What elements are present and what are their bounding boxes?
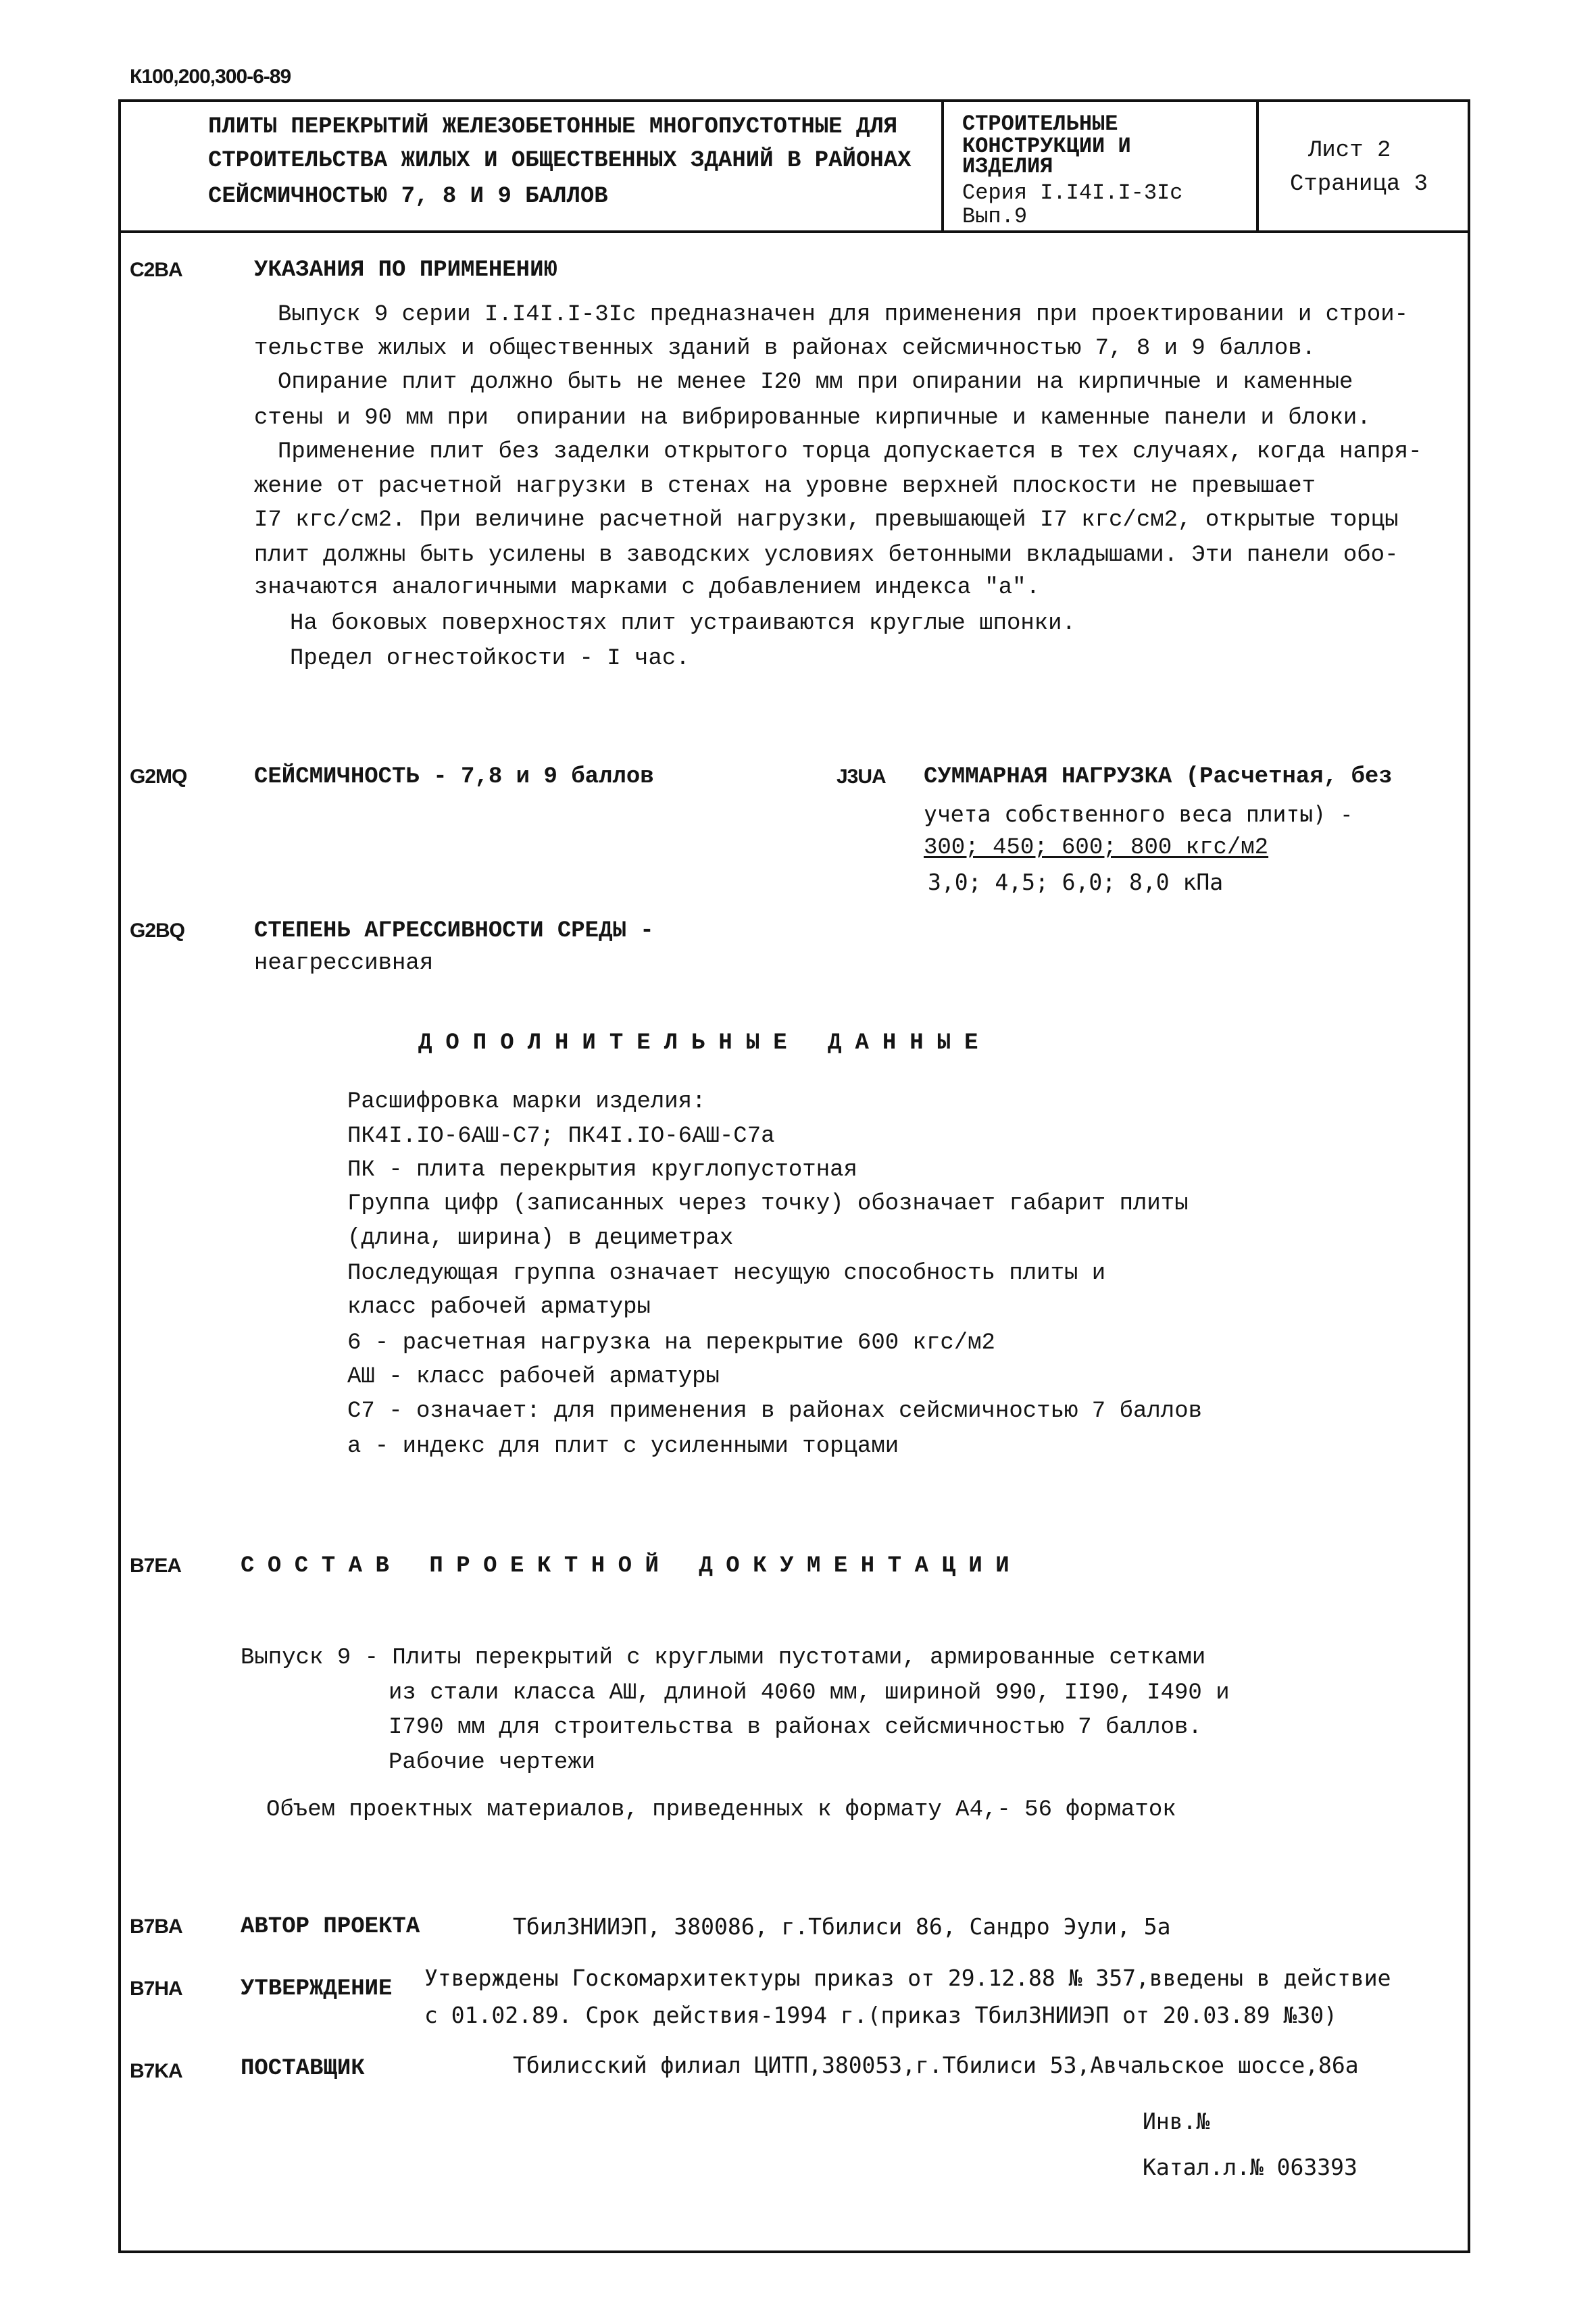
additional-text-line: ПК - плита перекрытия круглопустотная xyxy=(347,1157,857,1183)
usage-text-line: тельстве жилых и общественных зданий в районах сейсмичностью 7, 8 и 9 баллов. xyxy=(254,336,1316,361)
section-code: G2MQ xyxy=(130,765,187,788)
documentation-issue-line: из стали класса АШ, длиной 4060 мм, шириной 990, II90, I490 и xyxy=(389,1680,1230,1706)
header-category-line: ИЗДЕЛИЯ xyxy=(962,154,1053,179)
approval-text-line: Утверждены Госкомархитектуры приказ от 29.12.88 № 357,введены в действие xyxy=(424,1965,1391,1991)
section-code: B7KA xyxy=(130,2060,182,2082)
usage-text-line: стены и 90 мм при опирании на вибрированные кирпичные и каменные панели и блоки. xyxy=(254,405,1371,431)
supplier-value: Тбилисский филиал ЦИТП,380053,г.Тбилиси 53,Авчальское шоссе,86а xyxy=(513,2052,1359,2078)
section-code: B7HA xyxy=(130,1978,182,2000)
header-series: Серия I.I4I.I-3Ic xyxy=(962,180,1183,205)
usage-text-line: I7 кгс/см2. При величине расчетной нагрузки, превышающей I7 кгс/см2, открытые торцы xyxy=(254,507,1399,533)
additional-text-line: (длина, ширина) в дециметрах xyxy=(347,1226,734,1251)
header-column-divider-1 xyxy=(941,99,944,232)
additional-text-line: ПК4I.IO-6АШ-С7; ПК4I.IO-6АШ-С7а xyxy=(347,1124,775,1149)
additional-text-line: а - индекс для плит с усиленными торцами xyxy=(347,1434,899,1459)
approval-text-line: с 01.02.89. Срок действия-1994 г.(приказ ТбилЗНИИЭП от 20.03.89 №30) xyxy=(424,2002,1338,2028)
author-value: ТбилЗНИИЭП, 380086, г.Тбилиси 86, Сандро Эули, 5а xyxy=(513,1913,1171,1940)
document-code: К100,200,300-6-89 xyxy=(130,66,291,88)
load-values-kpa: 3,0; 4,5; 6,0; 8,0 кПа xyxy=(928,869,1224,895)
catalog-number: Катал.л.№ 063393 xyxy=(1143,2154,1357,2180)
documentation-issue-line: Рабочие чертежи xyxy=(389,1750,596,1776)
usage-text-line: значаются аналогичными марками с добавлением индекса "а". xyxy=(254,575,1040,601)
additional-text-line: 6 - расчетная нагрузка на перекрытие 600 кгс/м2 xyxy=(347,1330,995,1356)
header-column-divider-2 xyxy=(1256,99,1259,232)
supplier-label: ПОСТАВЩИК xyxy=(241,2056,365,2082)
section-code: B7BA xyxy=(130,1915,182,1938)
header-title-line: СЕЙСМИЧНОСТЬЮ 7, 8 И 9 БАЛЛОВ xyxy=(208,184,608,209)
usage-text-line: На боковых поверхностях плит устраиваются круглые шпонки. xyxy=(290,611,1076,636)
additional-text-line: Последующая группа означает несущую способность плиты и xyxy=(347,1261,1106,1286)
author-label: АВТОР ПРОЕКТА xyxy=(241,1914,420,1940)
usage-text-line: жение от расчетной нагрузки в стенах на уровне верхней плоскости не превышает xyxy=(254,474,1316,499)
usage-text-line: Выпуск 9 серии I.I4I.I-3Ic предназначен для применения при проектировании и строи- xyxy=(278,302,1409,328)
seismicity-text: СЕЙСМИЧНОСТЬ - 7,8 и 9 баллов xyxy=(254,764,654,790)
header-divider xyxy=(118,230,1470,233)
aggressiveness-value: неагрессивная xyxy=(254,951,434,976)
load-heading-line: СУММАРНАЯ НАГРУЗКА (Расчетная, без xyxy=(924,764,1393,790)
documentation-issue-line: I790 мм для строительства в районах сейсмичностью 7 баллов. xyxy=(389,1715,1202,1740)
inventory-number: Инв.№ xyxy=(1143,2108,1210,2134)
additional-text-line: класс рабочей арматуры xyxy=(347,1294,651,1320)
header-title-line: ПЛИТЫ ПЕРЕКРЫТИЙ ЖЕЛЕЗОБЕТОННЫЕ МНОГОПУСТОТНЫЕ ДЛЯ xyxy=(208,114,898,140)
aggressiveness-heading: СТЕПЕНЬ АГРЕССИВНОСТИ СРЕДЫ - xyxy=(254,918,654,944)
section-code: J3UA xyxy=(837,765,886,788)
usage-text-line: Применение плит без заделки открытого торца допускается в тех случаях, когда напря- xyxy=(278,439,1422,465)
section-heading-documentation: СОСТАВ ПРОЕКТНОЙ ДОКУМЕНТАЦИИ xyxy=(241,1553,1023,1579)
header-category-line: СТРОИТЕЛЬНЫЕ xyxy=(962,111,1118,136)
additional-text-line: Расшифровка марки изделия: xyxy=(347,1089,706,1115)
header-sheet: Лист 2 xyxy=(1308,138,1391,164)
section-heading-usage: УКАЗАНИЯ ПО ПРИМЕНЕНИЮ xyxy=(254,257,557,283)
usage-text-line: Опирание плит должно быть не менее I20 мм при опирании на кирпичные и каменные xyxy=(278,370,1353,395)
additional-text-line: Группа цифр (записанных через точку) обозначает габарит плиты xyxy=(347,1191,1189,1217)
section-code: C2BA xyxy=(130,259,182,281)
documentation-volume: Объем проектных материалов, приведенных к формату А4,- 56 форматок xyxy=(266,1797,1176,1823)
header-page: Страница 3 xyxy=(1290,172,1428,197)
section-heading-additional: ДОПОЛНИТЕЛЬНЫЕ ДАННЫЕ xyxy=(418,1030,992,1056)
load-heading-line: учета собственного веса плиты) - xyxy=(924,801,1353,827)
approval-label: УТВЕРЖДЕНИЕ xyxy=(241,1976,393,2002)
usage-text-line: Предел огнестойкости - I час. xyxy=(290,646,690,672)
additional-text-line: АШ - класс рабочей арматуры xyxy=(347,1364,720,1390)
documentation-issue-line: Выпуск 9 - Плиты перекрытий с круглыми пустотами, армированные сетками xyxy=(241,1645,1206,1671)
header-title-line: СТРОИТЕЛЬСТВА ЖИЛЫХ И ОБЩЕСТВЕННЫХ ЗДАНИЙ В РАЙОНАХ xyxy=(208,148,912,174)
header-issue: Вып.9 xyxy=(962,204,1028,229)
usage-text-line: плит должны быть усилены в заводских условиях бетонными вкладышами. Эти панели обо- xyxy=(254,543,1399,568)
additional-text-line: С7 - означает: для применения в районах сейсмичностью 7 баллов xyxy=(347,1399,1203,1424)
section-code: B7EA xyxy=(130,1555,182,1577)
header-category-line: КОНСТРУКЦИИ И xyxy=(962,134,1131,159)
load-values-kgf: 300; 450; 600; 800 кгс/м2 xyxy=(924,835,1269,861)
section-code: G2BQ xyxy=(130,920,185,942)
